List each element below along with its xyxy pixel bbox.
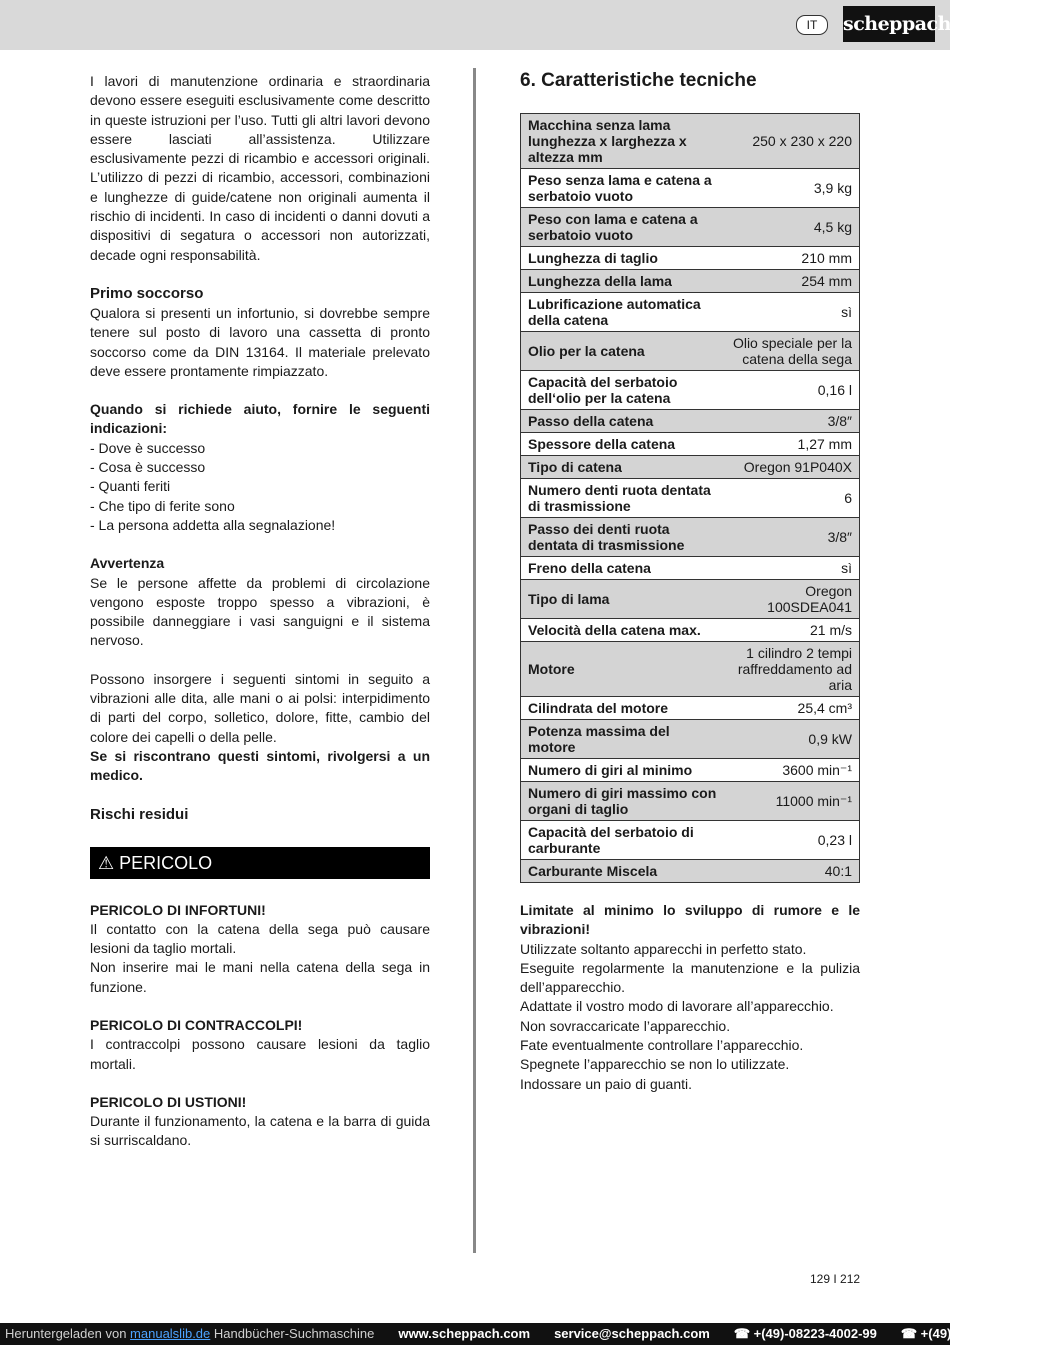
- first-aid-heading: Primo soccorso: [90, 284, 204, 302]
- spec-label: Cilindrata del motore: [521, 697, 726, 720]
- table-row: [521, 456, 860, 479]
- table-row: [521, 293, 860, 332]
- manualslib-link[interactable]: manualslib.de: [130, 1326, 211, 1341]
- danger-banner: ⚠ PERICOLO: [90, 847, 430, 879]
- kickback-paragraph: I contraccolpi possono causare lesioni da taglio mortali.: [90, 1036, 430, 1072]
- list-item: - Quanti feriti: [90, 478, 171, 495]
- residual-risks-heading: Rischi residui: [90, 805, 189, 823]
- spec-label: Olio per la catena: [521, 332, 726, 371]
- warning-paragraph: Se le persone affette da problemi di circolazione vengono esposte troppo spesso a vibrazioni, è possibile danneggiare i vasi sanguigni e il sistema nervoso.: [90, 574, 430, 649]
- symptoms-paragraph: Possono insorgere i seguenti sintomi in seguito a vibrazioni alle dita, alle mani o ai polsi: interpidimento di parti del corpo, solletico, dolore, fitte, cambio del colore dei capelli o della pelle.: [90, 670, 430, 745]
- spec-value: 40:1: [725, 860, 860, 883]
- spec-label: Passo della catena: [521, 410, 726, 433]
- language-badge: IT: [796, 15, 828, 35]
- spec-label: Spessore della catena: [521, 433, 726, 456]
- injury-heading: PERICOLO DI INFORTUNI!: [90, 901, 266, 918]
- column-divider: [473, 68, 476, 1253]
- spec-value: Oregon 91P040X: [725, 456, 860, 479]
- kickback-heading: PERICOLO DI CONTRACCOLPI!: [90, 1016, 303, 1033]
- table-row: [521, 557, 860, 580]
- spec-value: 210 mm: [725, 247, 860, 270]
- download-suffix: Handbücher-Suchmaschine: [213, 1326, 375, 1341]
- spec-value: 3/8″: [725, 410, 860, 433]
- table-row: [521, 642, 860, 697]
- footer-bar: [0, 1323, 1044, 1345]
- table-row: [521, 433, 860, 456]
- table-row: [521, 332, 860, 371]
- right-column: [520, 68, 860, 1094]
- page-number: 129 I 212: [810, 1272, 861, 1286]
- spec-value: 3,9 kg: [725, 169, 860, 208]
- table-row: [521, 580, 860, 619]
- table-row: [521, 860, 860, 883]
- website: www.scheppach.com: [398, 1326, 531, 1341]
- symptoms-advice: Se si riscontrano questi sintomi, rivolgersi a un medico.: [90, 747, 430, 784]
- burn-heading: PERICOLO DI USTIONI!: [90, 1093, 247, 1110]
- spec-value: 25,4 cm³: [725, 697, 860, 720]
- spec-value: 11000 min⁻¹: [725, 782, 860, 821]
- spec-label: Capacità del serbatoio dell‘olio per la catena: [521, 371, 726, 410]
- spec-value: Olio speciale per la catena della sega: [725, 332, 860, 371]
- table-row: [521, 821, 860, 860]
- burn-paragraph: Durante il funzionamento, la catena e la barra di guida si surriscaldano.: [90, 1113, 430, 1149]
- spec-value: 250 x 230 x 220: [725, 114, 860, 169]
- help-heading: Quando si richiede aiuto, fornire le seguenti indicazioni:: [90, 401, 430, 437]
- spec-value: 3600 min⁻¹: [725, 759, 860, 782]
- noise-item: Adattate il vostro modo di lavorare all’apparecchio.: [520, 998, 834, 1015]
- list-item: - Cosa è successo: [90, 459, 206, 476]
- spec-value: sì: [725, 557, 860, 580]
- list-item: - Che tipo di ferite sono: [90, 497, 235, 514]
- noise-item: Utilizzate soltanto apparecchi in perfetto stato.: [520, 940, 807, 957]
- brand-logo: scheppach: [843, 6, 935, 42]
- download-prefix: Heruntergeladen von: [5, 1326, 127, 1341]
- spec-label: Peso con lama e catena a serbatoio vuoto: [521, 208, 726, 247]
- spec-label: Capacità del serbatoio di carburante: [521, 821, 726, 860]
- maintenance-paragraph: I lavori di manutenzione ordinaria e straordinaria devono essere eseguiti esclusivamente come descritto in queste istruzioni per l’uso. Tutti gli altri lavori devono essere lasciati all’assistenza. Utilizzare esclusivamente pezzi di ricambio e accessori originali. L’utilizzo di pezzi di ricambio, accessori, combinazioni e lunghezze di guide/catene non originali aumenta il rischio di incidenti. In caso di incidenti o danni dovuti a dispositivi di segatura o accessori non autorizzati, decade ogni responsabilità.: [90, 73, 430, 263]
- fax: ☎ +(49)-08223-4002-58: [900, 1326, 1044, 1341]
- spec-label: Motore: [521, 642, 726, 697]
- spec-value: 254 mm: [725, 270, 860, 293]
- section-title: 6. Caratteristiche tecniche: [520, 70, 757, 91]
- spec-value: Oregon 100SDEA041: [725, 580, 860, 619]
- table-row: [521, 247, 860, 270]
- spec-value: sì: [725, 293, 860, 332]
- list-item: - Dove è successo: [90, 439, 206, 456]
- spec-value: 1 cilindro 2 tempi raffreddamento ad aria: [725, 642, 860, 697]
- table-row: [521, 479, 860, 518]
- noise-item: Spegnete l’apparecchio se non lo utilizzate.: [520, 1056, 790, 1073]
- spec-label: Peso senza lama e catena a serbatoio vuoto: [521, 169, 726, 208]
- spec-label: Lubrificazione automatica della catena: [521, 293, 726, 332]
- spec-value: 0,23 l: [725, 821, 860, 860]
- spec-label: Carburante Miscela: [521, 860, 726, 883]
- spec-value: 4,5 kg: [725, 208, 860, 247]
- spec-label: Numero denti ruota dentata di trasmissione: [521, 479, 726, 518]
- noise-notes: [520, 901, 860, 1094]
- spec-value: 1,27 mm: [725, 433, 860, 456]
- table-row: [521, 619, 860, 642]
- table-row: [521, 208, 860, 247]
- table-row: [521, 114, 860, 169]
- table-row: [521, 759, 860, 782]
- spec-label: Lunghezza di taglio: [521, 247, 726, 270]
- spec-label: Lunghezza della lama: [521, 270, 726, 293]
- noise-heading: Limitate al minimo lo sviluppo di rumore e le vibrazioni!: [520, 902, 860, 938]
- spec-label: Freno della catena: [521, 557, 726, 580]
- spec-label: Velocità della catena max.: [521, 619, 726, 642]
- table-row: [521, 720, 860, 759]
- table-row: [521, 697, 860, 720]
- spec-value: 21 m/s: [725, 619, 860, 642]
- list-item: - La persona addetta alla segnalazione!: [90, 516, 336, 533]
- download-notice: [5, 1326, 374, 1341]
- noise-item: Fate eventualmente controllare l’apparecchio.: [520, 1037, 804, 1054]
- phone: ☎ +(49)-08223-4002-99: [733, 1326, 877, 1341]
- spec-label: Numero di giri massimo con organi di taglio: [521, 782, 726, 821]
- spec-label: Passo dei denti ruota dentata di trasmissione: [521, 518, 726, 557]
- noise-item: Non sovraccaricate l’apparecchio.: [520, 1017, 731, 1034]
- spec-value: 0,16 l: [725, 371, 860, 410]
- table-row: [521, 169, 860, 208]
- noise-item: Eseguite regolarmente la manutenzione e la pulizia dell’apparecchio.: [520, 959, 860, 996]
- injury-paragraph: Non inserire mai le mani nella catena della sega in funzione.: [90, 959, 430, 995]
- spec-label: Potenza massima del motore: [521, 720, 726, 759]
- table-row: [521, 270, 860, 293]
- help-list: [90, 439, 430, 535]
- table-row: [521, 518, 860, 557]
- spec-label: Numero di giri al minimo: [521, 759, 726, 782]
- email: service@scheppach.com: [554, 1326, 710, 1341]
- spec-value: 3/8″: [725, 518, 860, 557]
- noise-item: Indossare un paio di guanti.: [520, 1075, 693, 1092]
- spec-label: Tipo di lama: [521, 580, 726, 619]
- spec-label: Tipo di catena: [521, 456, 726, 479]
- injury-paragraph: Il contatto con la catena della sega può causare lesioni da taglio mortali.: [90, 920, 430, 957]
- table-row: [521, 410, 860, 433]
- spec-label: Macchina senza lama lunghezza x larghezza x altezza mm: [521, 114, 726, 169]
- spec-value: 6: [725, 479, 860, 518]
- spec-value: 0,9 kW: [725, 720, 860, 759]
- table-row: [521, 371, 860, 410]
- table-row: [521, 782, 860, 821]
- first-aid-paragraph: Qualora si presenti un infortunio, si dovrebbe sempre tenere sul posto di lavoro una cassetta di pronto soccorso come da DIN 13164. Il materiale prelevato deve essere prontamente rimpiazzato.: [90, 304, 430, 379]
- warning-heading: Avvertenza: [90, 555, 165, 572]
- left-column: [90, 72, 430, 1151]
- specs-table: [520, 113, 860, 883]
